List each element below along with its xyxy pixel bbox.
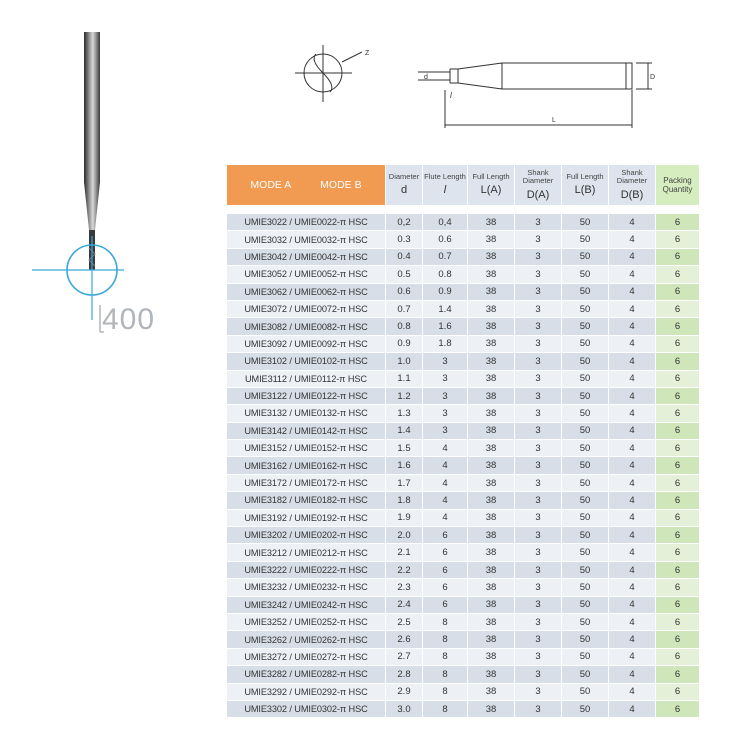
value-cell: 50 (562, 649, 608, 666)
value-cell: 0.9 (386, 336, 422, 353)
value-cell: 38 (468, 249, 514, 266)
value-cell: 50 (562, 579, 608, 596)
value-cell: 50 (562, 440, 608, 457)
value-cell: 2.5 (386, 614, 422, 631)
value-cell: 4 (609, 249, 655, 266)
mode-b-label: MODE B (320, 178, 362, 191)
label-l-small: l (450, 91, 452, 100)
value-cell: 0.6 (386, 284, 422, 301)
value-cell: 0.8 (423, 266, 467, 283)
value-cell: 8 (423, 649, 467, 666)
model-cell: UMIE3212 / UMIE0212-π HSC (227, 544, 385, 561)
value-cell: 3 (515, 597, 561, 614)
value-cell: 6 (423, 579, 467, 596)
value-cell: 38 (468, 492, 514, 509)
col-full-length-b: Full Length L(B) (562, 165, 608, 205)
table-row (227, 214, 699, 231)
value-cell: 50 (562, 614, 608, 631)
value-cell: 6 (656, 249, 699, 266)
value-cell: 1.6 (386, 457, 422, 474)
value-cell: 0.7 (386, 301, 422, 318)
value-cell: 50 (562, 371, 608, 388)
table-row (227, 597, 699, 614)
value-cell: 4 (609, 649, 655, 666)
value-cell: 0.3 (386, 231, 422, 248)
value-cell: 38 (468, 597, 514, 614)
model-cell: UMIE3172 / UMIE0172-π HSC (227, 475, 385, 492)
table-row (227, 631, 699, 648)
value-cell: 50 (562, 231, 608, 248)
value-cell: 6 (656, 649, 699, 666)
value-cell: 6 (656, 475, 699, 492)
value-cell: 38 (468, 457, 514, 474)
value-cell: 0.9 (423, 284, 467, 301)
value-cell: 4 (609, 301, 655, 318)
value-cell: 3 (515, 440, 561, 457)
value-cell: 38 (468, 475, 514, 492)
value-cell: 2.9 (386, 684, 422, 701)
model-cell: UMIE3112 / UMIE0112-π HSC (227, 371, 385, 388)
label-L: L (552, 117, 556, 124)
value-cell: 8 (423, 666, 467, 683)
value-cell: 3 (423, 388, 467, 405)
value-cell: 3.0 (386, 701, 422, 718)
value-cell: 3 (515, 544, 561, 561)
value-cell: 6 (656, 214, 699, 231)
value-cell: 6 (656, 284, 699, 301)
value-cell: 3 (515, 510, 561, 527)
model-badge: 400 (102, 303, 156, 336)
value-cell: 4 (423, 475, 467, 492)
table-row (227, 284, 699, 301)
value-cell: 1.5 (386, 440, 422, 457)
model-cell: UMIE3132 / UMIE0132-π HSC (227, 405, 385, 422)
value-cell: 8 (423, 701, 467, 718)
table-row (227, 457, 699, 474)
value-cell: 3 (515, 649, 561, 666)
value-cell: 4 (609, 353, 655, 370)
value-cell: 2.3 (386, 579, 422, 596)
value-cell: 2.6 (386, 631, 422, 648)
table-row (227, 614, 699, 631)
value-cell: 38 (468, 684, 514, 701)
value-cell: 3 (515, 336, 561, 353)
value-cell: 3 (515, 475, 561, 492)
value-cell: 50 (562, 214, 608, 231)
value-cell: 6 (656, 353, 699, 370)
model-cell: UMIE3072 / UMIE0072-π HSC (227, 301, 385, 318)
value-cell: 38 (468, 649, 514, 666)
table-row (227, 405, 699, 422)
value-cell: 38 (468, 318, 514, 335)
value-cell: 38 (468, 579, 514, 596)
value-cell: 6 (656, 388, 699, 405)
value-cell: 0.8 (386, 318, 422, 335)
value-cell: 3 (515, 562, 561, 579)
table-row (227, 562, 699, 579)
value-cell: 38 (468, 284, 514, 301)
value-cell: 50 (562, 684, 608, 701)
value-cell: 4 (423, 440, 467, 457)
value-cell: 38 (468, 527, 514, 544)
model-cell: UMIE3122 / UMIE0122-π HSC (227, 388, 385, 405)
value-cell: 6 (656, 457, 699, 474)
value-cell: 3 (515, 371, 561, 388)
value-cell: 6 (656, 614, 699, 631)
value-cell: 2.8 (386, 666, 422, 683)
value-cell: 2.7 (386, 649, 422, 666)
value-cell: 3 (515, 666, 561, 683)
value-cell: 50 (562, 249, 608, 266)
value-cell: 4 (423, 510, 467, 527)
value-cell: 4 (609, 457, 655, 474)
label-D: D (650, 74, 656, 81)
value-cell: 3 (515, 631, 561, 648)
col-diameter: Diameter d (386, 165, 422, 205)
value-cell: 50 (562, 666, 608, 683)
table-row (227, 353, 699, 370)
value-cell: 6 (656, 405, 699, 422)
value-cell: 4 (609, 701, 655, 718)
value-cell: 6 (656, 544, 699, 561)
mode-header (227, 165, 385, 205)
end-mill-illustration (20, 20, 180, 340)
table-row (227, 492, 699, 509)
value-cell: 3 (423, 405, 467, 422)
value-cell: 4 (423, 457, 467, 474)
value-cell: 3 (515, 527, 561, 544)
value-cell: 6 (656, 684, 699, 701)
value-cell: 4 (609, 631, 655, 648)
value-cell: 6 (423, 527, 467, 544)
value-cell: 38 (468, 510, 514, 527)
model-cell: UMIE3252 / UMIE0252-π HSC (227, 614, 385, 631)
value-cell: 50 (562, 527, 608, 544)
model-cell: UMIE3302 / UMIE0302-π HSC (227, 701, 385, 718)
value-cell: 50 (562, 353, 608, 370)
value-cell: 6 (656, 579, 699, 596)
value-cell: 6 (656, 510, 699, 527)
col-full-length-a: Full Length L(A) (468, 165, 514, 205)
value-cell: 6 (423, 562, 467, 579)
table-row (227, 544, 699, 561)
value-cell: 4 (609, 214, 655, 231)
value-cell: 3 (515, 405, 561, 422)
value-cell: 3 (515, 284, 561, 301)
value-cell: 2.4 (386, 597, 422, 614)
value-cell: 38 (468, 336, 514, 353)
value-cell: 4 (609, 614, 655, 631)
value-cell: 4 (423, 492, 467, 509)
value-cell: 3 (423, 371, 467, 388)
model-cell: UMIE3232 / UMIE0232-π HSC (227, 579, 385, 596)
model-cell: UMIE3032 / UMIE0032-π HSC (227, 231, 385, 248)
model-cell: UMIE3202 / UMIE0202-π HSC (227, 527, 385, 544)
spec-table (226, 165, 695, 718)
value-cell: 1.8 (386, 492, 422, 509)
value-cell: 4 (609, 388, 655, 405)
model-cell: UMIE3192 / UMIE0192-π HSC (227, 510, 385, 527)
value-cell: 50 (562, 544, 608, 561)
value-cell: 50 (562, 701, 608, 718)
value-cell: 38 (468, 423, 514, 440)
value-cell: 4 (609, 562, 655, 579)
value-cell: 6 (656, 231, 699, 248)
value-cell: 4 (609, 527, 655, 544)
value-cell: 38 (468, 701, 514, 718)
value-cell: 6 (656, 701, 699, 718)
model-cell: UMIE3102 / UMIE0102-π HSC (227, 353, 385, 370)
value-cell: 4 (609, 336, 655, 353)
value-cell: 4 (609, 405, 655, 422)
model-cell: UMIE3262 / UMIE0262-π HSC (227, 631, 385, 648)
value-cell: 38 (468, 214, 514, 231)
value-cell: 0.4 (386, 249, 422, 266)
value-cell: 4 (609, 666, 655, 683)
value-cell: 50 (562, 266, 608, 283)
value-cell: 4 (609, 475, 655, 492)
value-cell: 38 (468, 388, 514, 405)
value-cell: 3 (515, 701, 561, 718)
table-row (227, 527, 699, 544)
value-cell: 3 (515, 249, 561, 266)
value-cell: 3 (515, 214, 561, 231)
value-cell: 6 (423, 597, 467, 614)
value-cell: 6 (656, 336, 699, 353)
value-cell: 3 (515, 353, 561, 370)
table-row (227, 649, 699, 666)
value-cell: 4 (609, 440, 655, 457)
table-row (227, 336, 699, 353)
model-cell: UMIE3142 / UMIE0142-π HSC (227, 423, 385, 440)
value-cell: 1.6 (423, 318, 467, 335)
value-cell: 38 (468, 266, 514, 283)
model-cell: UMIE3082 / UMIE0082-π HSC (227, 318, 385, 335)
value-cell: 2.2 (386, 562, 422, 579)
value-cell: 3 (515, 388, 561, 405)
technical-drawing (280, 40, 680, 140)
model-cell: UMIE3292 / UMIE0292-π HSC (227, 684, 385, 701)
value-cell: 6 (656, 423, 699, 440)
value-cell: 3 (423, 353, 467, 370)
value-cell: 6 (656, 562, 699, 579)
table-row (227, 249, 699, 266)
value-cell: 4 (609, 318, 655, 335)
value-cell: 1.9 (386, 510, 422, 527)
value-cell: 0.7 (423, 249, 467, 266)
value-cell: 3 (515, 423, 561, 440)
value-cell: 50 (562, 562, 608, 579)
value-cell: 4 (609, 423, 655, 440)
table-row (227, 266, 699, 283)
value-cell: 6 (656, 492, 699, 509)
value-cell: 50 (562, 301, 608, 318)
value-cell: 38 (468, 353, 514, 370)
value-cell: 38 (468, 544, 514, 561)
value-cell: 6 (656, 666, 699, 683)
value-cell: 6 (656, 440, 699, 457)
table-row (227, 388, 699, 405)
value-cell: 38 (468, 405, 514, 422)
value-cell: 3 (515, 231, 561, 248)
value-cell: 3 (423, 423, 467, 440)
model-cell: UMIE3022 / UMIE0022-π HSC (227, 214, 385, 231)
table-row (227, 701, 699, 718)
value-cell: 1.3 (386, 405, 422, 422)
model-cell: UMIE3222 / UMIE0222-π HSC (227, 562, 385, 579)
model-cell: UMIE3152 / UMIE0152-π HSC (227, 440, 385, 457)
value-cell: 6 (656, 318, 699, 335)
label-z: Z (365, 50, 370, 57)
value-cell: 4 (609, 544, 655, 561)
value-cell: 50 (562, 510, 608, 527)
value-cell: 50 (562, 475, 608, 492)
value-cell: 0,2 (386, 214, 422, 231)
value-cell: 3 (515, 684, 561, 701)
table-row (227, 579, 699, 596)
model-cell: UMIE3272 / UMIE0272-π HSC (227, 649, 385, 666)
col-flute-length: Flute Length l (423, 165, 467, 205)
value-cell: 6 (656, 527, 699, 544)
table-row (227, 684, 699, 701)
value-cell: 0.5 (386, 266, 422, 283)
value-cell: 1.0 (386, 353, 422, 370)
model-cell: UMIE3092 / UMIE0092-π HSC (227, 336, 385, 353)
value-cell: 3 (515, 266, 561, 283)
value-cell: 6 (656, 266, 699, 283)
value-cell: 6 (656, 371, 699, 388)
value-cell: 4 (609, 684, 655, 701)
value-cell: 38 (468, 440, 514, 457)
value-cell: 50 (562, 284, 608, 301)
value-cell: 0,4 (423, 214, 467, 231)
value-cell: 0.6 (423, 231, 467, 248)
table-row (227, 475, 699, 492)
value-cell: 4 (609, 492, 655, 509)
col-packing-quantity: Packing Quantity (656, 165, 699, 205)
table-row (227, 440, 699, 457)
value-cell: 1.4 (386, 423, 422, 440)
table-row (227, 666, 699, 683)
value-cell: 3 (515, 318, 561, 335)
model-cell: UMIE3182 / UMIE0182-π HSC (227, 492, 385, 509)
value-cell: 4 (609, 510, 655, 527)
model-cell: UMIE3162 / UMIE0162-π HSC (227, 457, 385, 474)
value-cell: 1.4 (423, 301, 467, 318)
value-cell: 1.8 (423, 336, 467, 353)
value-cell: 4 (609, 266, 655, 283)
value-cell: 38 (468, 631, 514, 648)
table-row (227, 371, 699, 388)
value-cell: 3 (515, 301, 561, 318)
table-row (227, 318, 699, 335)
value-cell: 4 (609, 231, 655, 248)
value-cell: 1.2 (386, 388, 422, 405)
model-cell: UMIE3062 / UMIE0062-π HSC (227, 284, 385, 301)
value-cell: 38 (468, 371, 514, 388)
table-row (227, 231, 699, 248)
value-cell: 50 (562, 388, 608, 405)
value-cell: 50 (562, 457, 608, 474)
mode-a-label: MODE A (250, 178, 292, 191)
value-cell: 3 (515, 457, 561, 474)
value-cell: 8 (423, 684, 467, 701)
value-cell: 50 (562, 597, 608, 614)
value-cell: 4 (609, 579, 655, 596)
value-cell: 38 (468, 614, 514, 631)
value-cell: 38 (468, 562, 514, 579)
model-cell: UMIE3242 / UMIE0242-π HSC (227, 597, 385, 614)
col-shank-diameter-a: Shank Diameter D(A) (515, 165, 561, 205)
value-cell: 6 (656, 301, 699, 318)
value-cell: 3 (515, 614, 561, 631)
value-cell: 50 (562, 423, 608, 440)
value-cell: 50 (562, 405, 608, 422)
value-cell: 38 (468, 301, 514, 318)
table-row (227, 301, 699, 318)
table-row (227, 510, 699, 527)
value-cell: 2.0 (386, 527, 422, 544)
value-cell: 6 (656, 597, 699, 614)
value-cell: 38 (468, 231, 514, 248)
value-cell: 1.7 (386, 475, 422, 492)
value-cell: 6 (656, 631, 699, 648)
value-cell: 4 (609, 371, 655, 388)
col-shank-diameter-b: Shank Diameter D(B) (609, 165, 655, 205)
value-cell: 4 (609, 597, 655, 614)
value-cell: 3 (515, 492, 561, 509)
value-cell: 50 (562, 336, 608, 353)
model-cell: UMIE3282 / UMIE0282-π HSC (227, 666, 385, 683)
value-cell: 4 (609, 284, 655, 301)
value-cell: 38 (468, 666, 514, 683)
value-cell: 8 (423, 614, 467, 631)
model-cell: UMIE3042 / UMIE0042-π HSC (227, 249, 385, 266)
table-row (227, 423, 699, 440)
value-cell: 8 (423, 631, 467, 648)
value-cell: 50 (562, 631, 608, 648)
value-cell: 50 (562, 492, 608, 509)
value-cell: 2.1 (386, 544, 422, 561)
label-d-small: d (424, 74, 428, 81)
value-cell: 50 (562, 318, 608, 335)
value-cell: 3 (515, 579, 561, 596)
value-cell: 1.1 (386, 371, 422, 388)
model-cell: UMIE3052 / UMIE0052-π HSC (227, 266, 385, 283)
value-cell: 6 (423, 544, 467, 561)
